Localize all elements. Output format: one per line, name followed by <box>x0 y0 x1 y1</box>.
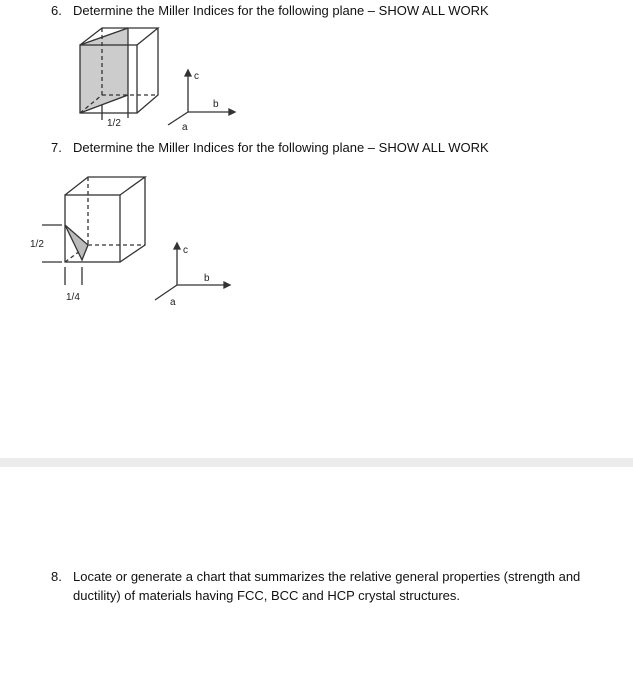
svg-text:b: b <box>204 273 210 284</box>
cube-diagram-2 <box>30 177 230 308</box>
svg-text:1/2: 1/2 <box>30 239 44 250</box>
question-6: 6. Determine the Miller Indices for the following plane – SHOW ALL WORK <box>51 3 489 18</box>
svg-text:a: a <box>170 297 176 308</box>
shaded-plane <box>65 225 88 260</box>
svg-text:b: b <box>213 99 219 110</box>
shaded-plane <box>80 28 128 113</box>
question-8: 8. Locate or generate a chart that summarizes the relative general properties (strength and ductility) of materials having FCC, BCC and HCP crystal structures. <box>51 569 581 603</box>
dim-label: 1/2 <box>107 118 121 129</box>
cube-diagram-1 <box>80 28 235 133</box>
svg-text:c: c <box>194 71 199 82</box>
svg-text:1/4: 1/4 <box>66 292 80 303</box>
svg-text:c: c <box>183 245 188 256</box>
svg-text:a: a <box>182 122 188 133</box>
question-7: 7. Determine the Miller Indices for the following plane – SHOW ALL WORK <box>51 140 489 155</box>
